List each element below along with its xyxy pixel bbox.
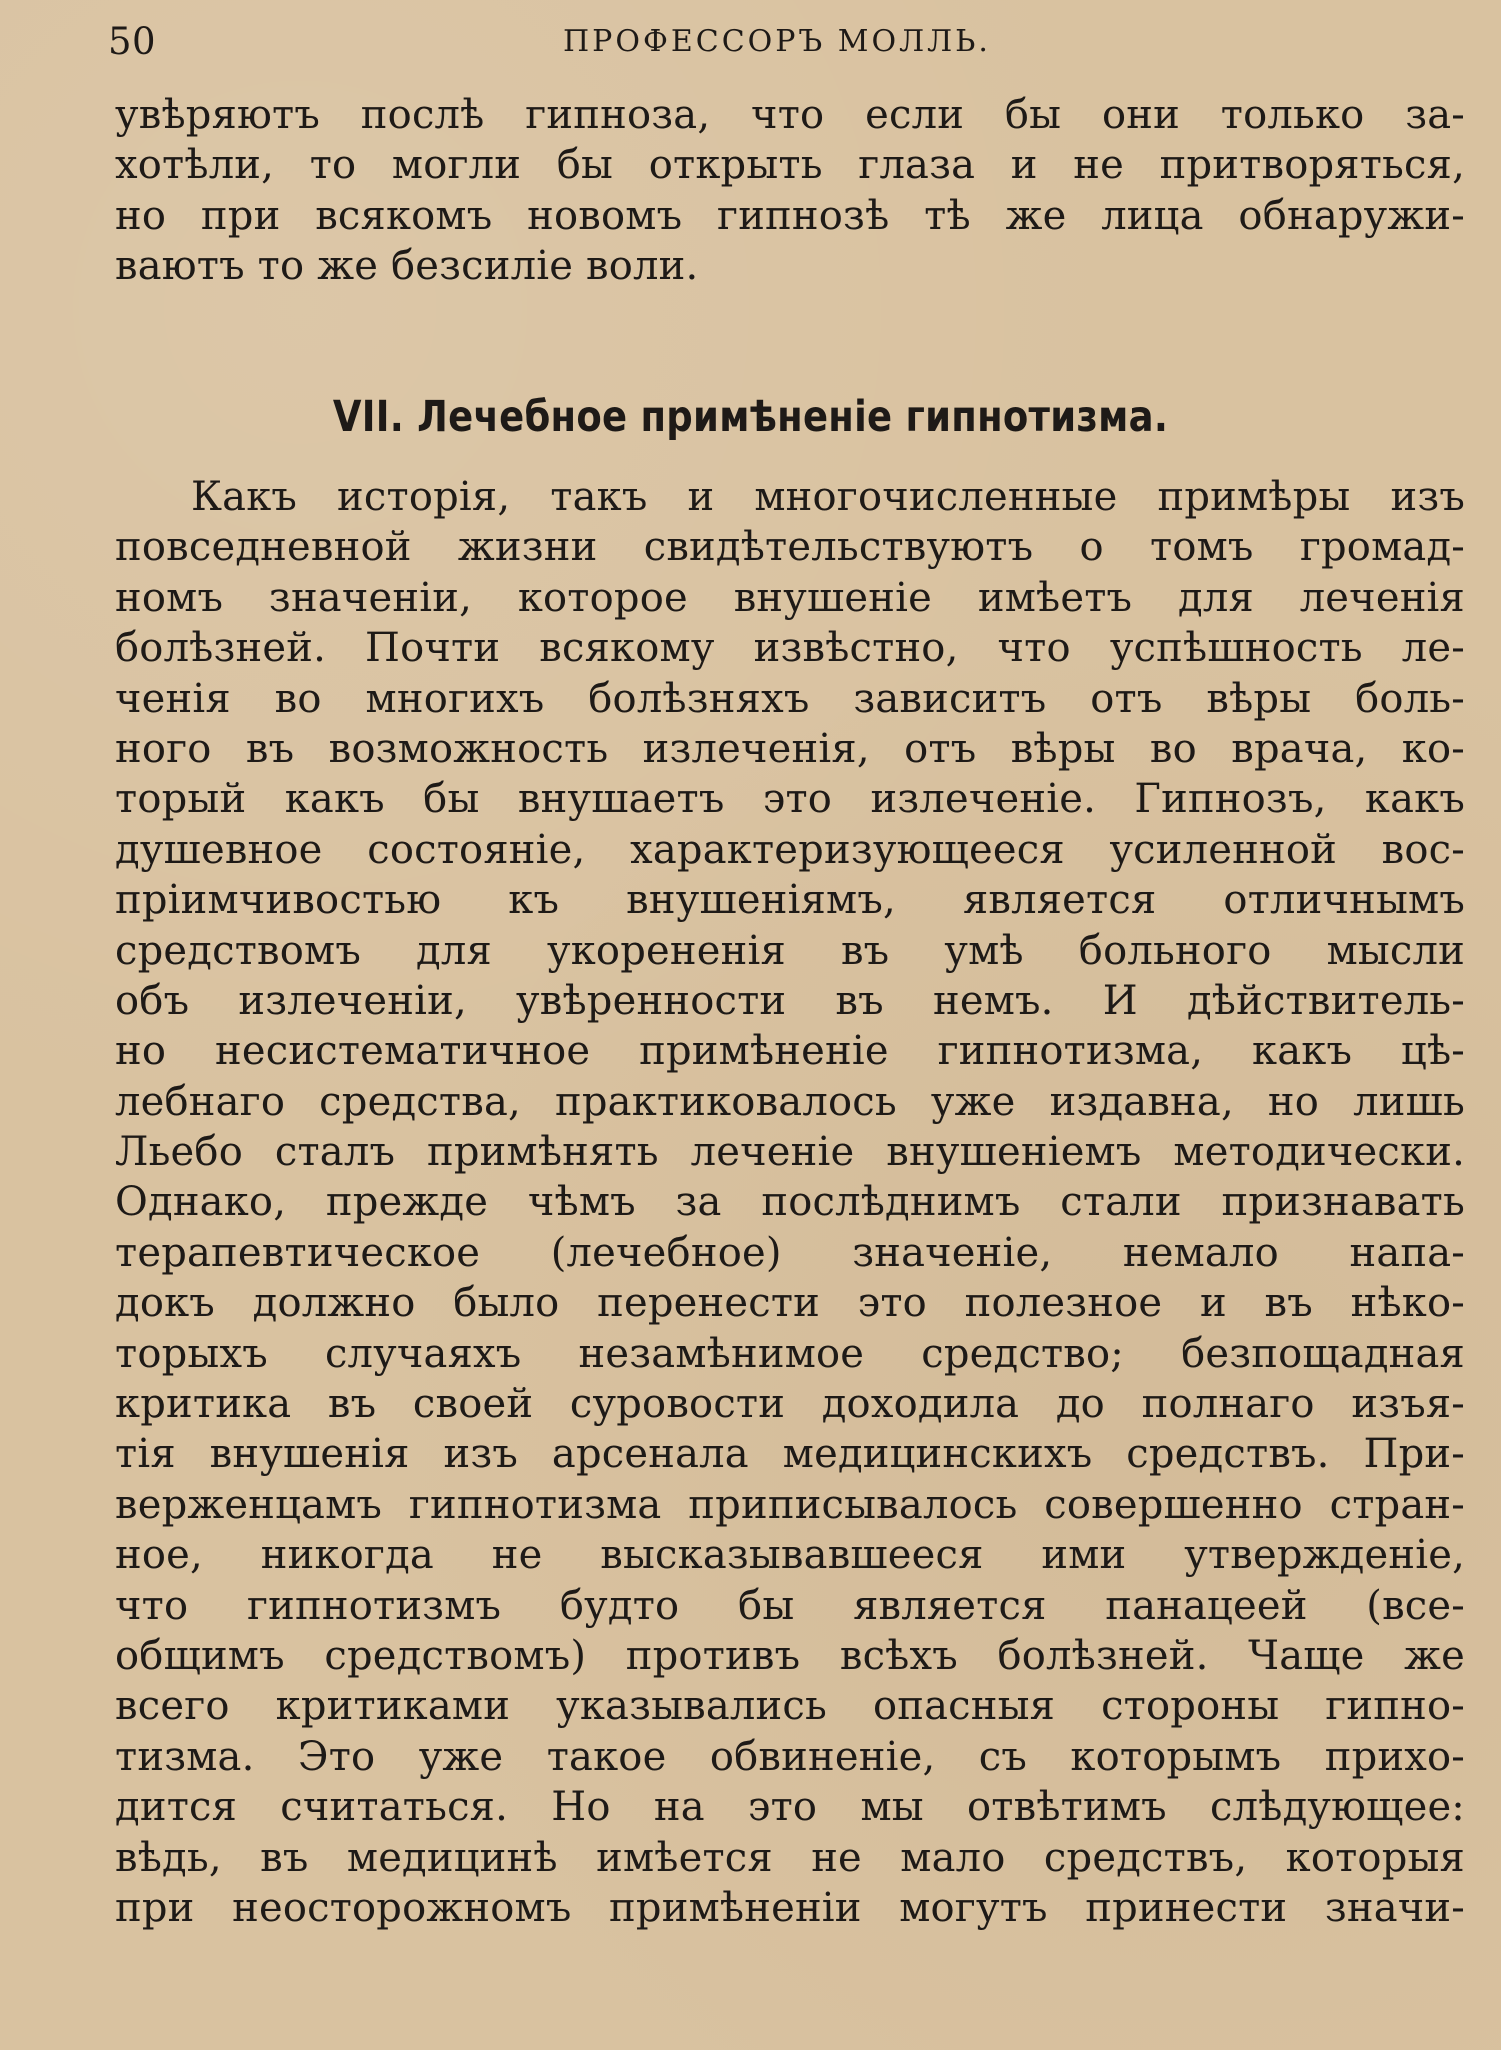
text-line: душевное состояніе, характеризующееся усиленной вос- [115, 826, 1465, 873]
text-line: лебнаго средства, практиковалось уже издавна, но лишь [115, 1078, 1465, 1125]
text-line: болѣзней. Почти всякому извѣстно, что успѣшность ле- [115, 625, 1465, 672]
text-line: Льебо сталъ примѣнять леченіе внушеніемъ методически. [115, 1129, 1465, 1176]
text-line: пріимчивостью къ внушеніямъ, является отличнымъ [115, 877, 1465, 924]
text-line: тія внушенія изъ арсенала медицинскихъ средствъ. При- [115, 1431, 1465, 1478]
text-line: средствомъ для укорененія въ умѣ больного мысли [115, 927, 1465, 974]
text-line: ного въ возможность излеченія, отъ вѣры во врача, ко- [115, 725, 1465, 772]
text-line: всего критиками указывались опасныя стороны гипно- [115, 1683, 1465, 1730]
text-line: хотѣли, то могли бы открыть глаза и не притворяться, [115, 142, 1465, 189]
text-line: тизма. Это уже такое обвиненіе, съ которымъ прихо- [115, 1733, 1465, 1780]
section-title: VII. Лечебное примѣненіе гипнотизма. [332, 392, 1169, 442]
text-line: при неосторожномъ примѣненіи могутъ принести значи- [115, 1884, 1465, 1931]
text-line: докъ должно было перенести это полезное и въ нѣко- [115, 1280, 1465, 1327]
text-line: верженцамъ гипнотизма приписывалось совершенно стран- [115, 1481, 1465, 1528]
text-line: повседневной жизни свидѣтельствуютъ о томъ громад- [115, 524, 1465, 571]
running-head: ПРОФЕССОРЪ МОЛЛЬ. [563, 24, 991, 59]
text-line: что гипнотизмъ будто бы является панацеей (все- [115, 1582, 1465, 1629]
text-line: но несистематичное примѣненіе гипнотизма, какъ цѣ- [115, 1028, 1465, 1075]
text-line: объ излеченіи, увѣренности въ немъ. И дѣйствитель- [115, 977, 1465, 1024]
continuation-paragraph [115, 90, 1465, 292]
text-line: увѣряютъ послѣ гипноза, что если бы они только за- [115, 92, 1465, 138]
text-line: ченія во многихъ болѣзняхъ зависитъ отъ вѣры боль- [115, 675, 1465, 722]
page-number: 50 [108, 20, 157, 63]
text-line: Однако, прежде чѣмъ за послѣднимъ стали признавать [115, 1179, 1465, 1226]
section-paragraph [115, 472, 1465, 1933]
text-line: номъ значеніи, которое внушеніе имѣетъ для леченія [115, 574, 1465, 621]
text-line: вѣдь, въ медицинѣ имѣется не мало средствъ, которыя [115, 1834, 1465, 1881]
text-line: критика въ своей суровости доходила до полнаго изъя- [115, 1381, 1465, 1428]
text-line: ное, никогда не высказывавшееся ими утвержденіе, [115, 1532, 1465, 1579]
page-header [108, 12, 1468, 72]
text-line: ваютъ то же безсиліе воли. [115, 243, 699, 290]
text-line: торый какъ бы внушаетъ это излеченіе. Гипнозъ, какъ [115, 776, 1465, 823]
text-line: общимъ средствомъ) противъ всѣхъ болѣзней. Чаще же [115, 1632, 1465, 1679]
text-line: терапевтическое (лечебное) значеніе, немало напа- [115, 1229, 1465, 1276]
text-line: Какъ исторія, такъ и многочисленные примѣры изъ [191, 474, 1465, 520]
text-line: но при всякомъ новомъ гипнозѣ тѣ же лица обнаружи- [115, 192, 1465, 239]
text-line: дится считаться. Но на это мы отвѣтимъ слѣдующее: [115, 1784, 1465, 1831]
text-line: торыхъ случаяхъ незамѣнимое средство; безпощадная [115, 1330, 1465, 1377]
